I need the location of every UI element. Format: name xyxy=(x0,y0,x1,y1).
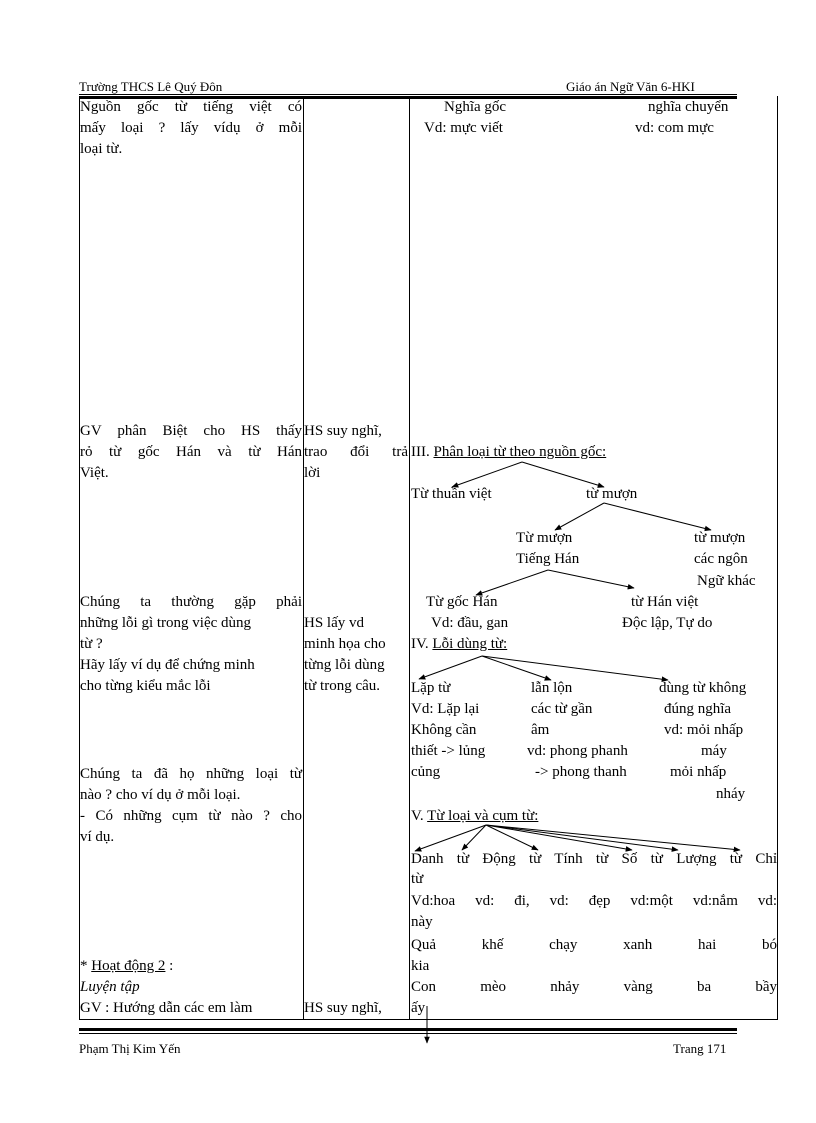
arrow-to-noun xyxy=(415,825,486,851)
meaning-transfer-example: vd: com mực xyxy=(635,120,714,136)
arrow-to-error-2 xyxy=(482,656,551,680)
arrow-to-error-3 xyxy=(482,656,668,680)
error-3-line-5: mỏi nhấp xyxy=(670,764,727,780)
arrow-to-verb xyxy=(462,825,486,850)
arrow-to-borrowed-han xyxy=(555,503,604,530)
teacher-guide-line: GV : Hướng dẫn các em làm xyxy=(80,1000,253,1016)
section-4-heading: IV. Lỗi dùng từ: xyxy=(411,636,508,652)
question-origin-line-3: loại từ. xyxy=(80,141,123,157)
examples-wrap: này xyxy=(411,914,433,930)
error-2-line-5: -> phong thanh xyxy=(535,764,627,780)
question-origin-line-1: Nguồn gốc từ tiếng việt có xyxy=(80,99,302,115)
student-note-2-line-4: từ trong câu. xyxy=(304,678,381,694)
examples-row: Vd:hoa vd: đi, vd: đẹp vd:một vd:nắm vd: xyxy=(411,893,777,909)
activity-2-heading: * Hoạt động 2 : xyxy=(80,958,174,974)
header-school: Trường THCS Lê Quý Đôn xyxy=(79,79,223,94)
student-note-3: HS suy nghĩ, xyxy=(304,1000,382,1016)
error-1-line-4: thiết -> lủng xyxy=(411,743,486,759)
borrowed-other-line-2: các ngôn xyxy=(694,551,748,567)
question-wordtypes-line-2: nào ? cho ví dụ ở mỗi loại. xyxy=(80,787,241,803)
borrowed-words: từ mượn xyxy=(586,486,638,502)
student-note-1-line-2: trao đổi trả xyxy=(304,444,408,460)
section-5-heading: V. Từ loại và cụm từ: xyxy=(411,808,539,824)
meaning-root: Nghĩa gốc xyxy=(444,99,507,115)
borrowed-han-line-1: Từ mượn xyxy=(516,530,573,546)
error-2-line-2: các từ gần xyxy=(531,701,593,717)
student-note-2-line-1: HS lấy vd xyxy=(304,615,364,631)
question-errors-line-2: những lỗi gì trong việc dùng xyxy=(80,615,252,631)
example-row-1: Quả khế chạy xanh hai bó xyxy=(411,937,777,953)
student-note-2-line-3: từng lỗi dùng xyxy=(304,657,385,673)
error-3-line-4: máy xyxy=(701,743,727,759)
example-row-2: Con mèo nhảy vàng ba bầy xyxy=(411,979,777,995)
sino-viet-example: Độc lập, Tự do xyxy=(622,615,713,631)
borrowed-han-line-2: Tiếng Hán xyxy=(516,551,580,567)
question-errors-line-1: Chúng ta thường gặp phải xyxy=(80,594,302,610)
question-examples-line-2: cho từng kiểu mắc lỗi xyxy=(80,678,211,694)
arrow-to-native xyxy=(452,462,522,487)
arrow-to-sino-viet xyxy=(548,570,634,588)
teacher-note-line-1: GV phân Biệt cho HS thấy xyxy=(80,423,302,439)
sino-viet-label: từ Hán việt xyxy=(631,594,699,610)
header-subject: Giáo án Ngữ Văn 6-HKI xyxy=(566,79,695,94)
word-types-wrap: từ xyxy=(411,871,424,887)
section-3-heading: III. Phân loại từ theo nguồn gốc: xyxy=(411,444,607,460)
question-errors-line-3: từ ? xyxy=(80,636,103,652)
example-row-1-wrap: kia xyxy=(411,958,430,974)
student-note-2-line-2: minh họa cho xyxy=(304,636,386,652)
footer-rule-thick xyxy=(79,1028,737,1031)
arrow-to-han-origin xyxy=(476,570,548,595)
error-1-line-1: Lặp từ xyxy=(411,680,451,696)
arrow-to-error-1 xyxy=(419,656,482,679)
native-words: Từ thuần việt xyxy=(411,486,492,502)
error-1-line-3: Không cần xyxy=(411,722,477,738)
question-phrases-line-1: - Có những cụm từ nào ? cho xyxy=(80,808,302,824)
han-origin-example: Vd: đầu, gan xyxy=(431,615,509,631)
footer-author: Phạm Thị Kim Yến xyxy=(79,1041,181,1056)
han-origin-label: Từ gốc Hán xyxy=(426,594,498,610)
teacher-note-line-2: rỏ từ gốc Hán và từ Hán xyxy=(80,444,302,460)
error-3-line-2: đúng nghĩa xyxy=(664,701,732,717)
borrowed-other-line-1: từ mượn xyxy=(694,530,746,546)
question-origin-line-2: mấy loại ? lấy vídụ ở mỗi xyxy=(80,120,302,136)
student-note-1-line-3: lời xyxy=(304,465,321,481)
teacher-note-line-3: Việt. xyxy=(80,465,109,481)
example-row-2-wrap: ấy xyxy=(411,1000,426,1016)
error-1-line-5: củng xyxy=(411,764,441,780)
error-3-line-3: vd: mỏi nhấp xyxy=(664,722,744,738)
error-3-line-1: dùng từ không xyxy=(659,680,747,696)
question-examples-line-1: Hãy lấy ví dụ để chứng minh xyxy=(80,657,255,673)
borrowed-other-line-3: Ngữ khác xyxy=(697,573,756,589)
arrow-to-quantifier xyxy=(486,825,678,850)
meaning-transfer: nghĩa chuyển xyxy=(648,99,729,115)
error-2-line-1: lẫn lộn xyxy=(531,680,573,696)
word-types-row: Danh từ Động từ Tính từ Số từ Lượng từ Chỉ xyxy=(411,851,777,867)
student-note-1-line-1: HS suy nghĩ, xyxy=(304,423,382,439)
meaning-root-example: Vd: mực viết xyxy=(424,120,503,136)
arrow-to-borrowed-other xyxy=(604,503,711,530)
error-2-line-3: âm xyxy=(531,722,550,738)
question-phrases-line-2: ví dụ. xyxy=(80,829,115,845)
error-2-line-4: vd: phong phanh xyxy=(527,743,628,759)
footer-page: Trang 171 xyxy=(673,1041,727,1056)
error-1-line-2: Vd: Lặp lại xyxy=(411,701,480,717)
footer-rule-thin xyxy=(79,1033,737,1034)
arrow-to-borrowed xyxy=(522,462,604,487)
error-3-line-6: nháy xyxy=(716,786,746,802)
question-wordtypes-line-1: Chúng ta đã họ những loại từ xyxy=(80,766,302,782)
practice-label: Luyện tập xyxy=(80,979,140,995)
